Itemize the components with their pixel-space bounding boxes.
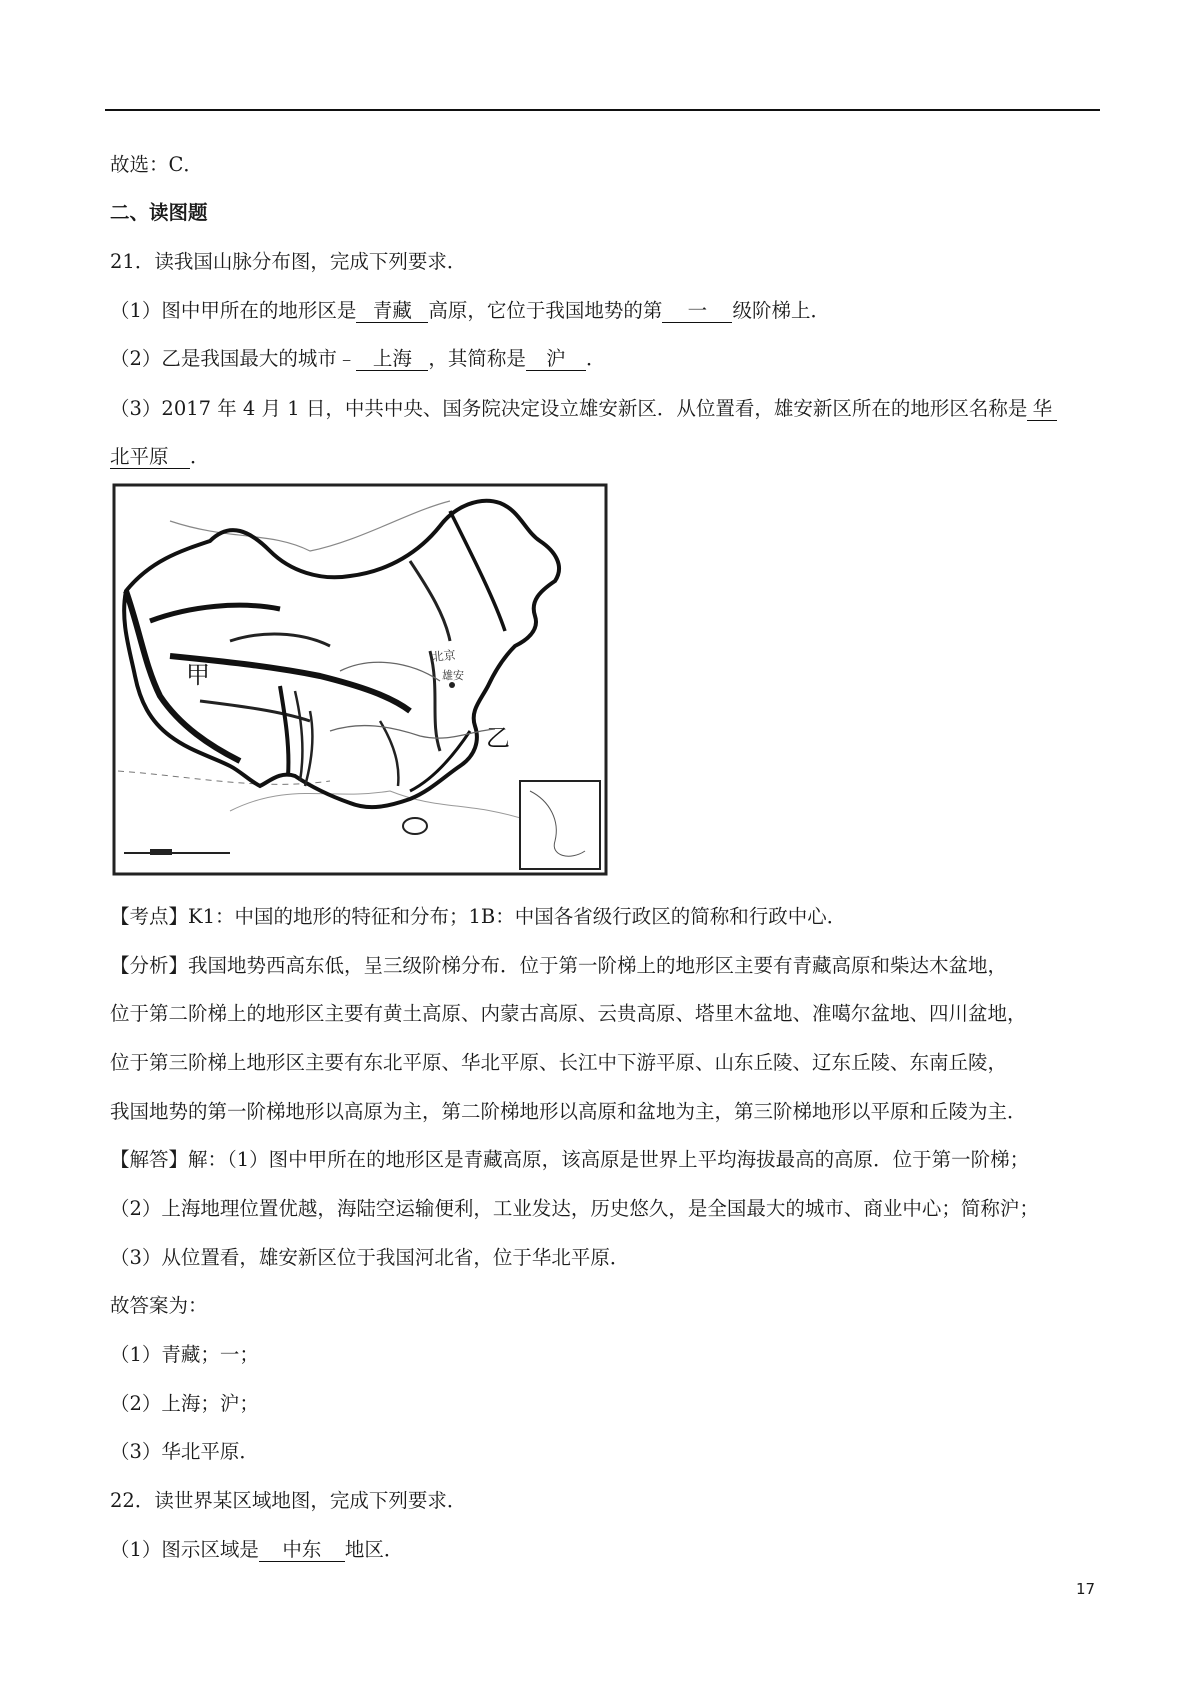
kaodian-line: 【考点】K1：中国的地形的特征和分布；1B：中国各省级行政区的简称和行政中心．	[110, 905, 847, 928]
question-21-3-cont: 北平原 ．	[110, 445, 210, 468]
solution-line: 【解答】解：（1）图中甲所在的地形区是青藏高原，该高原是世界上平均海拔最高的高原．位于第一阶梯；	[110, 1148, 1030, 1171]
question-21-1: （1）图中甲所在的地形区是 青藏 高原，它位于我国地势的第 一 级阶梯上．	[110, 299, 830, 322]
answer-blank: 中东	[259, 1539, 345, 1562]
answer-heading: 故答案为：	[110, 1294, 208, 1317]
label-jia: 甲	[186, 661, 210, 689]
label-yi: 乙	[486, 724, 510, 752]
text-line: 故选：C．	[110, 153, 203, 176]
answer-blank: 上海	[356, 348, 428, 371]
label-beijing: 北京	[431, 647, 457, 664]
question-22-1: （1）图示区域是 中东 地区．	[110, 1538, 404, 1561]
analysis-line: 位于第二阶梯上的地形区主要有黄土高原、内蒙古高原、云贵高原、塔里木盆地、准噶尔盆地、四川盆地，	[110, 1002, 1027, 1025]
question-21: 21．读我国山脉分布图，完成下列要求．	[110, 250, 467, 273]
answer-line: （2）上海；沪；	[110, 1392, 259, 1415]
analysis-line: 位于第三阶梯上地形区主要有东北平原、华北平原、长江中下游平原、山东丘陵、辽东丘陵、东南丘陵，	[110, 1051, 1008, 1074]
answer-blank: 北平原	[110, 446, 190, 469]
solution-line: （3）从位置看，雄安新区位于我国河北省，位于华北平原．	[110, 1246, 630, 1269]
page-number: 17	[1076, 1580, 1096, 1598]
answer-blank: 华	[1027, 398, 1057, 421]
header-rule	[105, 109, 1100, 111]
analysis-line: 我国地势的第一阶梯地形以高原为主，第二阶梯地形以高原和盆地为主，第三阶梯地形以平原和丘陵为主．	[110, 1100, 1027, 1123]
map-graphic	[110, 481, 610, 878]
section-heading: 二、读图题	[110, 201, 208, 224]
analysis-line: 【分析】我国地势西高东低，呈三级阶梯分布．位于第一阶梯上的地形区主要有青藏高原和柴达木盆地，	[110, 954, 1008, 977]
label-xiongan: 雄安	[442, 669, 464, 682]
answer-line: （1）青藏；一；	[110, 1343, 259, 1366]
answer-blank: 沪	[526, 348, 586, 371]
question-21-2: （2）乙是我国最大的城市﹣ 上海 ，其简称是 沪 ．	[110, 347, 606, 370]
china-mountain-map	[110, 481, 610, 878]
answer-blank: 一	[662, 300, 732, 323]
answer-blank: 青藏	[356, 300, 428, 323]
answer-line: （3）华北平原．	[110, 1440, 259, 1463]
solution-line: （2）上海地理位置优越，海陆空运输便利，工业发达，历史悠久，是全国最大的城市、商业中心；简称沪；	[110, 1197, 1039, 1220]
question-22: 22．读世界某区域地图，完成下列要求．	[110, 1489, 467, 1512]
question-21-3: （3）2017 年 4 月 1 日，中共中央、国务院决定设立雄安新区．从位置看，雄安新区所在的地形区名称是 华	[110, 396, 1057, 422]
